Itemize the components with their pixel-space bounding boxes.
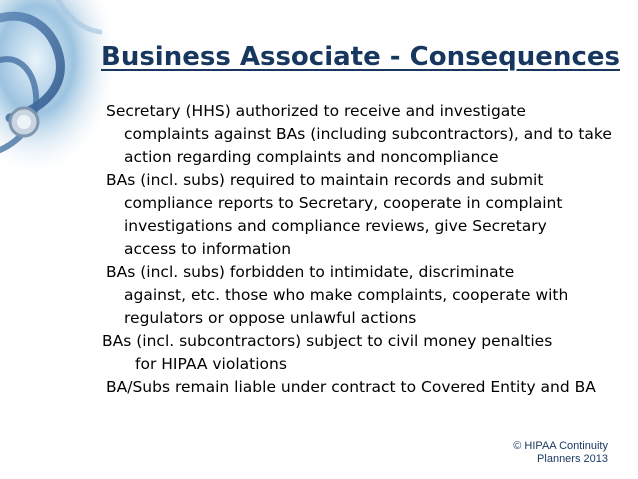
bullet-line: against, etc. those who make complaints, cooperate with [124,286,569,304]
bullet-line: BAs (incl. subcontractors) subject to civil money penalties [102,332,553,350]
footer-line: Planners 2013 [537,453,608,465]
bullet-line: BA/Subs remain liable under contract to Covered Entity and BA [106,378,596,396]
stethoscope-decoration-icon [0,0,120,170]
footer-line: © HIPAA Continuity [513,440,608,452]
bullet-line: complaints against BAs (including subcontractors), and to take [124,125,612,143]
bullet-line: BAs (incl. subs) forbidden to intimidate, discriminate [106,263,515,281]
copyright-footer [488,440,608,466]
bullet-line: action regarding complaints and noncompliance [124,148,499,166]
bullet-item [106,261,626,330]
slide-title: Business Associate - Consequences [101,42,620,72]
bullet-list [102,100,626,399]
bullet-item [102,330,626,376]
bullet-line: regulators or oppose unlawful actions [124,309,417,327]
bullet-item [106,100,626,169]
bullet-line: investigations and compliance reviews, give Secretary [124,217,547,235]
bullet-line: access to information [124,240,292,258]
bullet-line: for HIPAA violations [135,355,287,373]
bullet-line: BAs (incl. subs) required to maintain records and submit [106,171,544,189]
bullet-item [106,169,626,261]
bullet-line: Secretary (HHS) authorized to receive and investigate [106,102,526,120]
bullet-line: compliance reports to Secretary, cooperate in complaint [124,194,563,212]
bullet-item [106,376,626,399]
